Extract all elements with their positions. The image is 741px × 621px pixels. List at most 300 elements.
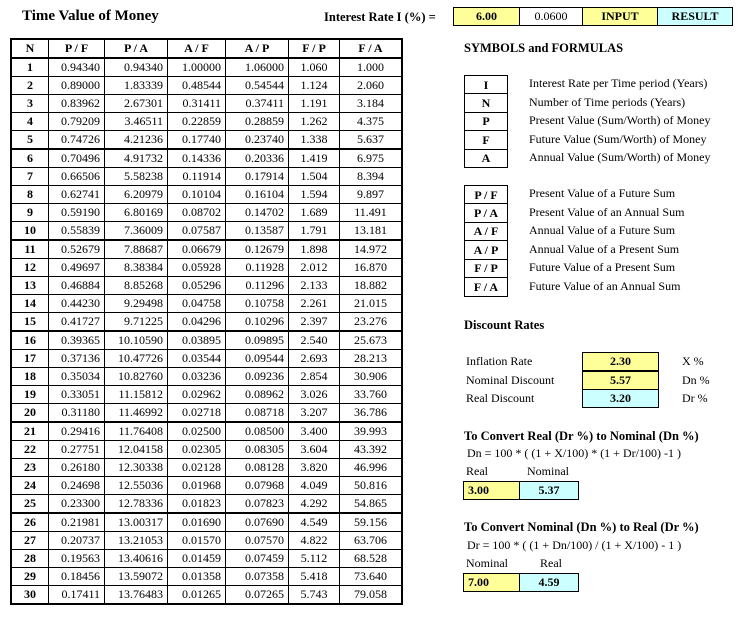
interest-rate-label: Interest Rate I (%) = xyxy=(324,10,436,24)
factor-cell: 25.673 xyxy=(340,331,403,350)
factor-cell: 0.07587 xyxy=(168,222,226,241)
factor-cell: 13.40616 xyxy=(105,550,168,568)
table-row xyxy=(11,277,402,295)
factor-cell: 0.01570 xyxy=(168,532,226,550)
factor-cell: 13.00317 xyxy=(105,513,168,532)
factor-cell: 0.79209 xyxy=(49,113,105,131)
factor-cell: 3.604 xyxy=(289,441,340,459)
factor-cell: 2.693 xyxy=(289,350,340,368)
real-input[interactable]: 3.00 xyxy=(463,481,520,500)
factor-cell: 3.184 xyxy=(340,95,403,113)
interest-rate-input[interactable]: 6.00 xyxy=(453,7,520,26)
factor-cell: 8.394 xyxy=(340,168,403,186)
nominal-to-real-col-nominal: Nominal xyxy=(466,556,508,570)
factor-cell: 0.01459 xyxy=(168,550,226,568)
discount-unit: Dn % xyxy=(682,372,710,387)
factor-cell: 0.20336 xyxy=(226,149,289,168)
factor-cell: 2.261 xyxy=(289,295,340,313)
factor-cell: 0.06679 xyxy=(168,240,226,259)
factor-cell: 10.82760 xyxy=(105,368,168,386)
period-cell: 13 xyxy=(11,277,49,295)
factor-cell: 3.026 xyxy=(289,386,340,404)
table-row xyxy=(11,331,402,350)
table-row xyxy=(11,459,402,477)
factor-cell: 0.62741 xyxy=(49,186,105,204)
factor-cell: 0.05928 xyxy=(168,259,226,277)
table-row xyxy=(11,259,402,277)
factor-cell: 0.08128 xyxy=(226,459,289,477)
factor-cell: 12.30338 xyxy=(105,459,168,477)
factor-cell: 0.11928 xyxy=(226,259,289,277)
factor-cell: 59.156 xyxy=(340,513,403,532)
factor-cell: 4.049 xyxy=(289,477,340,495)
factor-cell: 0.21981 xyxy=(49,513,105,532)
factor-cell: 13.76483 xyxy=(105,586,168,605)
input-legend: INPUT xyxy=(582,7,658,26)
nominal-result: 5.37 xyxy=(519,481,579,500)
table-row xyxy=(11,149,402,168)
factor-cell: 1.689 xyxy=(289,204,340,222)
table-row xyxy=(11,113,402,131)
factor-cell: 0.08500 xyxy=(226,422,289,441)
symbol-box: P / A xyxy=(464,204,508,223)
factor-cell: 0.03544 xyxy=(168,350,226,368)
factor-table xyxy=(10,38,403,605)
period-cell: 22 xyxy=(11,441,49,459)
factor-cell: 0.02962 xyxy=(168,386,226,404)
factor-cell: 0.35034 xyxy=(49,368,105,386)
factor-cell: 0.23300 xyxy=(49,495,105,514)
discount-input[interactable]: 2.30 xyxy=(582,352,659,371)
factor-cell: 11.15812 xyxy=(105,386,168,404)
factor-cell: 0.19563 xyxy=(49,550,105,568)
factor-cell: 14.972 xyxy=(340,240,403,259)
factor-cell: 39.993 xyxy=(340,422,403,441)
period-cell: 7 xyxy=(11,168,49,186)
factor-cell: 0.09895 xyxy=(226,331,289,350)
symbol-description: Annual Value of a Present Sum xyxy=(529,241,680,256)
table-row xyxy=(11,550,402,568)
factor-cell: 13.181 xyxy=(340,222,403,241)
discount-input[interactable]: 5.57 xyxy=(582,371,659,390)
factor-cell: 0.27751 xyxy=(49,441,105,459)
factor-cell: 3.207 xyxy=(289,404,340,423)
factor-cell: 0.08702 xyxy=(168,204,226,222)
factor-cell: 79.058 xyxy=(340,586,403,605)
period-cell: 24 xyxy=(11,477,49,495)
factor-cell: 0.07358 xyxy=(226,568,289,586)
factor-cell: 0.10104 xyxy=(168,186,226,204)
factor-cell: 0.55839 xyxy=(49,222,105,241)
factor-cell: 5.637 xyxy=(340,131,403,150)
period-cell: 29 xyxy=(11,568,49,586)
factor-cell: 0.22859 xyxy=(168,113,226,131)
period-cell: 20 xyxy=(11,404,49,423)
table-row xyxy=(11,131,402,150)
factor-cell: 73.640 xyxy=(340,568,403,586)
period-cell: 19 xyxy=(11,386,49,404)
factor-cell: 6.975 xyxy=(340,149,403,168)
discount-label: Inflation Rate xyxy=(466,354,533,368)
factor-cell: 1.000 xyxy=(340,58,403,77)
factor-cell: 7.36009 xyxy=(105,222,168,241)
period-cell: 21 xyxy=(11,422,49,441)
factor-cell: 0.08962 xyxy=(226,386,289,404)
symbol-box: A / F xyxy=(464,222,508,241)
factor-cell: 3.400 xyxy=(289,422,340,441)
factor-cell: 0.01265 xyxy=(168,586,226,605)
period-cell: 18 xyxy=(11,368,49,386)
factor-cell: 0.31411 xyxy=(168,95,226,113)
factor-cell: 0.07690 xyxy=(226,513,289,532)
table-row xyxy=(11,350,402,368)
factor-cell: 5.418 xyxy=(289,568,340,586)
factor-cell: 18.882 xyxy=(340,277,403,295)
factor-cell: 0.05296 xyxy=(168,277,226,295)
factor-cell: 0.07265 xyxy=(226,586,289,605)
factor-cell: 4.549 xyxy=(289,513,340,532)
col-header-fa: F / A xyxy=(340,39,403,58)
col-header-fp: F / P xyxy=(289,39,340,58)
symbol-box: F / P xyxy=(464,259,508,278)
discount-label: Nominal Discount xyxy=(466,372,555,387)
factor-cell: 0.13587 xyxy=(226,222,289,241)
factor-cell: 0.02305 xyxy=(168,441,226,459)
factor-cell: 1.060 xyxy=(289,58,340,77)
factor-cell: 0.18456 xyxy=(49,568,105,586)
symbol-description: Future Value (Sum/Worth) of Money xyxy=(529,131,707,146)
factor-cell: 0.29416 xyxy=(49,422,105,441)
factor-cell: 0.12679 xyxy=(226,240,289,259)
table-row xyxy=(11,168,402,186)
factor-cell: 46.996 xyxy=(340,459,403,477)
factor-cell: 7.88687 xyxy=(105,240,168,259)
factor-cell: 4.822 xyxy=(289,532,340,550)
factor-cell: 68.528 xyxy=(340,550,403,568)
factor-cell: 50.816 xyxy=(340,477,403,495)
symbol-description: Future Value of a Present Sum xyxy=(529,260,676,275)
factor-cell: 0.48544 xyxy=(168,77,226,95)
factor-cell: 0.09544 xyxy=(226,350,289,368)
col-header-n: N xyxy=(11,39,49,58)
period-cell: 2 xyxy=(11,77,49,95)
nominal-to-real-col-real: Real xyxy=(540,556,562,570)
table-header-row xyxy=(11,39,402,58)
table-row xyxy=(11,186,402,204)
table-row xyxy=(11,295,402,313)
factor-cell: 0.26180 xyxy=(49,459,105,477)
factor-cell: 3.46511 xyxy=(105,113,168,131)
factor-cell: 0.70496 xyxy=(49,149,105,168)
factor-cell: 9.897 xyxy=(340,186,403,204)
factor-cell: 0.04296 xyxy=(168,313,226,332)
factor-cell: 0.31180 xyxy=(49,404,105,423)
factor-cell: 30.906 xyxy=(340,368,403,386)
factor-cell: 12.55036 xyxy=(105,477,168,495)
factor-cell: 0.01823 xyxy=(168,495,226,514)
symbol-description: Number of Time periods (Years) xyxy=(529,94,686,109)
col-header-pa: P / A xyxy=(105,39,168,58)
factor-cell: 43.392 xyxy=(340,441,403,459)
discount-result: 3.20 xyxy=(582,389,659,408)
factor-cell: 1.06000 xyxy=(226,58,289,77)
col-header-ap: A / P xyxy=(226,39,289,58)
factor-cell: 13.21053 xyxy=(105,532,168,550)
period-cell: 17 xyxy=(11,350,49,368)
factor-cell: 0.08305 xyxy=(226,441,289,459)
factor-cell: 0.33051 xyxy=(49,386,105,404)
real-to-nominal-heading: To Convert Real (Dr %) to Nominal (Dn %) xyxy=(464,429,699,443)
factor-cell: 11.76408 xyxy=(105,422,168,441)
factor-cell: 0.89000 xyxy=(49,77,105,95)
table-row xyxy=(11,77,402,95)
symbol-description: Annual Value (Sum/Worth) of Money xyxy=(529,150,711,165)
period-cell: 23 xyxy=(11,459,49,477)
factor-cell: 0.74726 xyxy=(49,131,105,150)
period-cell: 8 xyxy=(11,186,49,204)
discount-label: Real Discount xyxy=(466,391,535,406)
factor-cell: 5.112 xyxy=(289,550,340,568)
factor-cell: 0.94340 xyxy=(49,58,105,77)
table-row xyxy=(11,386,402,404)
nominal-to-real-heading: To Convert Nominal (Dn %) to Real (Dr %) xyxy=(464,520,699,534)
factor-cell: 0.24698 xyxy=(49,477,105,495)
factor-cell: 0.07968 xyxy=(226,477,289,495)
factor-cell: 5.58238 xyxy=(105,168,168,186)
factor-cell: 0.83962 xyxy=(49,95,105,113)
factor-cell: 0.08718 xyxy=(226,404,289,423)
table-row xyxy=(11,404,402,423)
real-to-nominal-col-nominal: Nominal xyxy=(527,464,569,478)
table-row xyxy=(11,313,402,332)
symbol-description: Present Value of an Annual Sum xyxy=(529,204,685,219)
symbol-description: Annual Value of a Future Sum xyxy=(529,223,676,238)
interest-rate-decimal: 0.0600 xyxy=(519,7,583,26)
factor-cell: 2.854 xyxy=(289,368,340,386)
factor-cell: 13.59072 xyxy=(105,568,168,586)
factor-cell: 2.67301 xyxy=(105,95,168,113)
factor-cell: 0.02500 xyxy=(168,422,226,441)
factor-cell: 6.20979 xyxy=(105,186,168,204)
factor-cell: 2.012 xyxy=(289,259,340,277)
symbol-box: N xyxy=(464,94,508,113)
nominal-input[interactable]: 7.00 xyxy=(463,573,520,592)
discount-heading: Discount Rates xyxy=(464,318,545,332)
table-row xyxy=(11,58,402,77)
factor-cell: 1.504 xyxy=(289,168,340,186)
factor-cell: 0.02718 xyxy=(168,404,226,423)
factor-cell: 1.124 xyxy=(289,77,340,95)
factor-cell: 0.49697 xyxy=(49,259,105,277)
table-row xyxy=(11,222,402,241)
factor-cell: 0.37411 xyxy=(226,95,289,113)
factor-cell: 6.80169 xyxy=(105,204,168,222)
factor-cell: 0.41727 xyxy=(49,313,105,332)
factor-cell: 2.397 xyxy=(289,313,340,332)
factor-cell: 0.11296 xyxy=(226,277,289,295)
factor-cell: 0.01968 xyxy=(168,477,226,495)
symbol-box: F xyxy=(464,131,508,150)
table-row xyxy=(11,477,402,495)
symbol-box: F / A xyxy=(464,278,508,297)
factor-cell: 0.04758 xyxy=(168,295,226,313)
period-cell: 30 xyxy=(11,586,49,605)
factor-cell: 1.594 xyxy=(289,186,340,204)
factor-cell: 23.276 xyxy=(340,313,403,332)
factor-cell: 2.133 xyxy=(289,277,340,295)
table-row xyxy=(11,495,402,514)
factor-cell: 0.14336 xyxy=(168,149,226,168)
period-cell: 16 xyxy=(11,331,49,350)
result-legend: RESULT xyxy=(657,7,733,26)
factor-cell: 1.191 xyxy=(289,95,340,113)
col-header-pf: P / F xyxy=(49,39,105,58)
table-row xyxy=(11,204,402,222)
factor-cell: 12.04158 xyxy=(105,441,168,459)
period-cell: 1 xyxy=(11,58,49,77)
factor-cell: 1.419 xyxy=(289,149,340,168)
factor-cell: 0.01358 xyxy=(168,568,226,586)
table-row xyxy=(11,422,402,441)
factor-cell: 4.91732 xyxy=(105,149,168,168)
period-cell: 28 xyxy=(11,550,49,568)
factor-cell: 0.66506 xyxy=(49,168,105,186)
factor-cell: 10.10590 xyxy=(105,331,168,350)
period-cell: 26 xyxy=(11,513,49,532)
table-row xyxy=(11,95,402,113)
factor-cell: 54.865 xyxy=(340,495,403,514)
table-row xyxy=(11,568,402,586)
period-cell: 4 xyxy=(11,113,49,131)
factor-cell: 0.59190 xyxy=(49,204,105,222)
period-cell: 9 xyxy=(11,204,49,222)
period-cell: 6 xyxy=(11,149,49,168)
factor-cell: 1.338 xyxy=(289,131,340,150)
symbol-box: P / F xyxy=(464,185,508,204)
factor-cell: 0.03236 xyxy=(168,368,226,386)
period-cell: 11 xyxy=(11,240,49,259)
table-row xyxy=(11,368,402,386)
factor-cell: 1.791 xyxy=(289,222,340,241)
factor-cell: 3.820 xyxy=(289,459,340,477)
table-row xyxy=(11,586,402,605)
factor-cell: 63.706 xyxy=(340,532,403,550)
factor-cell: 0.23740 xyxy=(226,131,289,150)
period-cell: 14 xyxy=(11,295,49,313)
page-title: Time Value of Money xyxy=(22,8,159,24)
symbol-description: Present Value (Sum/Worth) of Money xyxy=(529,113,711,128)
factor-cell: 0.10758 xyxy=(226,295,289,313)
factor-cell: 33.760 xyxy=(340,386,403,404)
factor-cell: 1.262 xyxy=(289,113,340,131)
factor-cell: 0.17914 xyxy=(226,168,289,186)
factor-cell: 4.21236 xyxy=(105,131,168,150)
table-row xyxy=(11,513,402,532)
symbol-box: A / P xyxy=(464,241,508,260)
factor-cell: 0.07459 xyxy=(226,550,289,568)
real-result: 4.59 xyxy=(519,573,579,592)
symbol-description: Future Value of an Annual Sum xyxy=(529,279,681,293)
factor-cell: 0.14702 xyxy=(226,204,289,222)
factor-cell: 0.46884 xyxy=(49,277,105,295)
symbols-heading: SYMBOLS and FORMULAS xyxy=(464,41,624,55)
factor-cell: 0.07823 xyxy=(226,495,289,514)
factor-cell: 4.292 xyxy=(289,495,340,514)
real-to-nominal-formula: Dn = 100 * ( (1 + X/100) * (1 + Dr/100) -1 ) xyxy=(467,446,681,460)
factor-cell: 0.52679 xyxy=(49,240,105,259)
factor-cell: 5.743 xyxy=(289,586,340,605)
factor-cell: 0.44230 xyxy=(49,295,105,313)
factor-cell: 0.20737 xyxy=(49,532,105,550)
real-to-nominal-col-real: Real xyxy=(466,464,488,478)
col-header-af: A / F xyxy=(168,39,226,58)
symbol-box: P xyxy=(464,112,508,131)
factor-cell: 4.375 xyxy=(340,113,403,131)
factor-cell: 1.898 xyxy=(289,240,340,259)
factor-cell: 2.540 xyxy=(289,331,340,350)
factor-cell: 0.54544 xyxy=(226,77,289,95)
table-row xyxy=(11,441,402,459)
table-row xyxy=(11,532,402,550)
discount-unit: Dr % xyxy=(682,391,708,406)
factor-cell: 16.870 xyxy=(340,259,403,277)
factor-cell: 1.00000 xyxy=(168,58,226,77)
factor-cell: 12.78336 xyxy=(105,495,168,514)
period-cell: 3 xyxy=(11,95,49,113)
factor-cell: 0.07570 xyxy=(226,532,289,550)
symbol-box: I xyxy=(464,75,508,94)
symbol-description: Interest Rate per Time period (Years) xyxy=(529,76,708,90)
period-cell: 27 xyxy=(11,532,49,550)
factor-cell: 0.39365 xyxy=(49,331,105,350)
period-cell: 10 xyxy=(11,222,49,241)
factor-cell: 1.83339 xyxy=(105,77,168,95)
factor-cell: 36.786 xyxy=(340,404,403,423)
factor-cell: 9.71225 xyxy=(105,313,168,332)
factor-cell: 0.09236 xyxy=(226,368,289,386)
symbol-box: A xyxy=(464,149,508,168)
factor-cell: 8.38384 xyxy=(105,259,168,277)
factor-cell: 0.17740 xyxy=(168,131,226,150)
factor-cell: 9.29498 xyxy=(105,295,168,313)
factor-cell: 0.02128 xyxy=(168,459,226,477)
nominal-to-real-formula: Dr = 100 * ( (1 + Dn/100) / (1 + X/100) - 1 ) xyxy=(467,538,682,552)
factor-cell: 0.11914 xyxy=(168,168,226,186)
factor-cell: 28.213 xyxy=(340,350,403,368)
factor-cell: 0.01690 xyxy=(168,513,226,532)
factor-cell: 0.03895 xyxy=(168,331,226,350)
factor-cell: 8.85268 xyxy=(105,277,168,295)
period-cell: 25 xyxy=(11,495,49,514)
factor-cell: 21.015 xyxy=(340,295,403,313)
factor-cell: 0.37136 xyxy=(49,350,105,368)
factor-cell: 0.16104 xyxy=(226,186,289,204)
factor-cell: 10.47726 xyxy=(105,350,168,368)
period-cell: 15 xyxy=(11,313,49,332)
discount-unit: X % xyxy=(682,354,704,368)
factor-cell: 0.10296 xyxy=(226,313,289,332)
factor-cell: 0.94340 xyxy=(105,58,168,77)
factor-cell: 0.17411 xyxy=(49,586,105,605)
period-cell: 5 xyxy=(11,131,49,150)
period-cell: 12 xyxy=(11,259,49,277)
table-row xyxy=(11,240,402,259)
factor-cell: 11.491 xyxy=(340,204,403,222)
factor-cell: 2.060 xyxy=(340,77,403,95)
factor-cell: 0.28859 xyxy=(226,113,289,131)
factor-cell: 11.46992 xyxy=(105,404,168,423)
symbol-description: Present Value of a Future Sum xyxy=(529,186,676,200)
